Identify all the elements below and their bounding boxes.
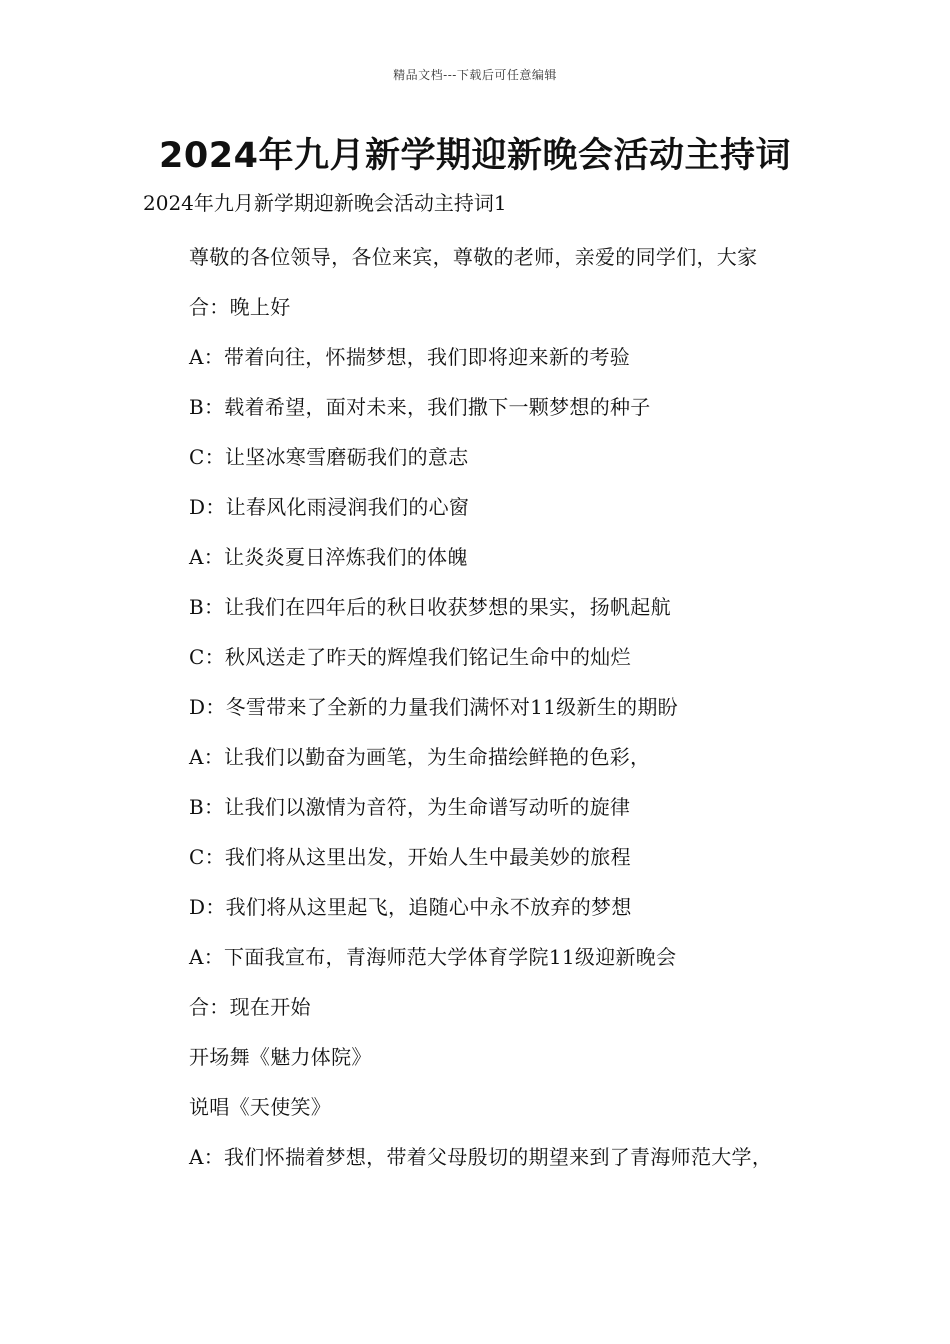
script-line: 开场舞《魅力体院》 <box>189 1045 372 1069</box>
script-line: C：我们将从这里出发，开始人生中最美妙的旅程 <box>189 845 631 869</box>
script-line: D：让春风化雨浸润我们的心窗 <box>189 495 470 519</box>
script-line: A：带着向往，怀揣梦想，我们即将迎来新的考验 <box>189 345 631 369</box>
script-line: C：秋风送走了昨天的辉煌我们铭记生命中的灿烂 <box>189 645 631 669</box>
script-line: D：冬雪带来了全新的力量我们满怀对11级新生的期盼 <box>189 695 678 719</box>
script-line: A：我们怀揣着梦想，带着父母殷切的期望来到了青海师范大学， <box>189 1145 773 1169</box>
script-line: A：让炎炎夏日淬炼我们的体魄 <box>189 545 468 569</box>
script-line: B：让我们在四年后的秋日收获梦想的果实，扬帆起航 <box>189 595 671 619</box>
document-body <box>143 232 813 1182</box>
script-line: B：载着希望，面对未来，我们撒下一颗梦想的种子 <box>189 395 651 419</box>
script-line: C：让坚冰寒雪磨砺我们的意志 <box>189 445 469 469</box>
script-line: B：让我们以激情为音符，为生命谱写动听的旋律 <box>189 795 631 819</box>
script-line: 说唱《天使笑》 <box>189 1095 332 1119</box>
script-line: D：我们将从这里起飞，追随心中永不放弃的梦想 <box>189 895 632 919</box>
script-line: 合：晚上好 <box>189 295 291 319</box>
header-note: 精品文档---下载后可任意编辑 <box>393 68 557 82</box>
script-line: 合：现在开始 <box>189 995 311 1019</box>
script-line: A：让我们以勤奋为画笔，为生命描绘鲜艳的色彩， <box>189 745 651 769</box>
document-title: 2024年九月新学期迎新晚会活动主持词 <box>159 136 791 176</box>
opening-paragraph: 尊敬的各位领导，各位来宾，尊敬的老师，亲爱的同学们，大家 <box>189 245 758 269</box>
section-subtitle: 2024年九月新学期迎新晚会活动主持词1 <box>143 191 507 215</box>
script-line: A：下面我宣布，青海师范大学体育学院11级迎新晚会 <box>189 945 677 969</box>
